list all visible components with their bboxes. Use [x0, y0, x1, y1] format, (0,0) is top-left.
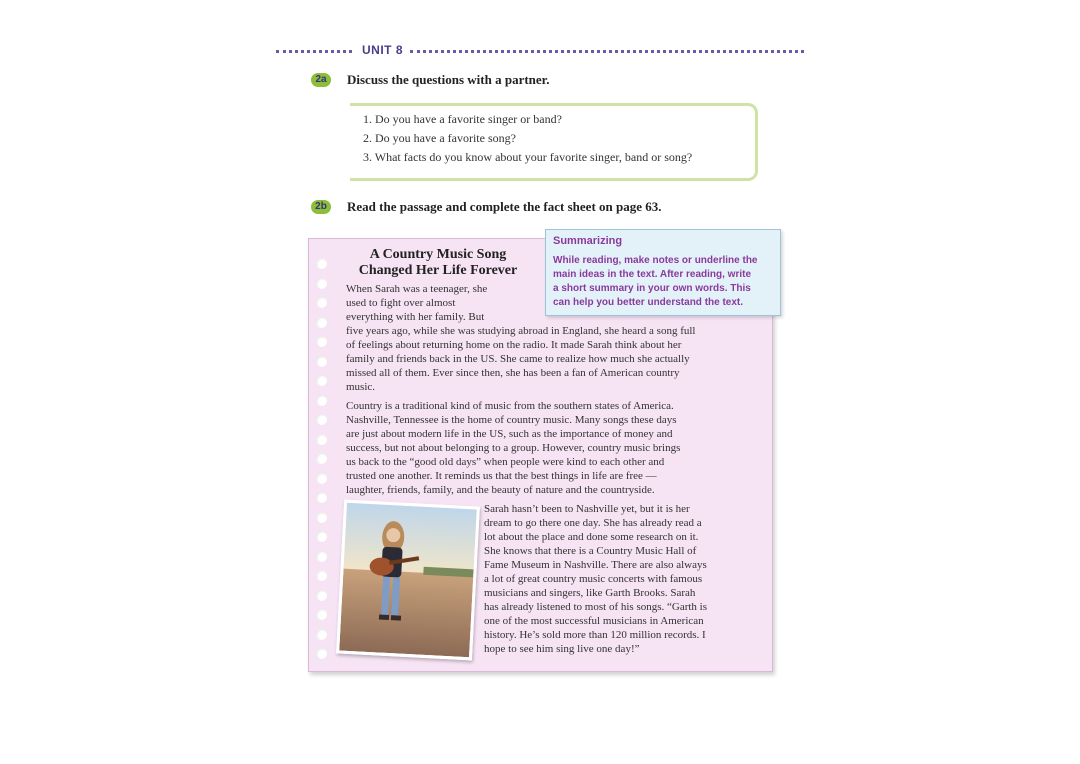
tip-line: While reading, make notes or underline the [553, 255, 758, 266]
binder-hole [316, 609, 327, 620]
article-title [338, 247, 538, 279]
binder-hole [316, 629, 327, 640]
article-title-line: Changed Her Life Forever [358, 263, 518, 278]
tip-line: main ideas in the text. After reading, write [553, 269, 752, 280]
article-paragraph-2 [346, 399, 680, 497]
paragraph-line: hope to see him sing live one day!” [484, 643, 640, 655]
binder-hole [316, 512, 327, 523]
paragraph-line: dream to go there one day. She has already read a [484, 517, 702, 529]
question-1: 1. Do you have a favorite singer or band? [363, 112, 562, 126]
paragraph-line: five years ago, while she was studying abroad in England, she heard a song full [346, 325, 696, 337]
binder-hole [316, 375, 327, 386]
paragraph-line: of feelings about returning home on the radio. It made Sarah think about her [346, 339, 682, 351]
paragraph-line: us back to the “good old days” when people were kind to each other and [346, 456, 665, 468]
unit-header-dots-right [410, 50, 804, 56]
unit-title: UNIT 8 [362, 43, 404, 57]
paragraph-line: has already listened to most of his songs. “Garth is [484, 601, 708, 613]
paragraph-line: laughter, friends, family, and the beauty of nature and the countryside. [346, 484, 655, 496]
binder-hole [316, 414, 327, 425]
paragraph-line: trusted one another. It reminds us that the best things in life are free — [346, 470, 657, 482]
paragraph-line: success, but not about belonging to a group. However, country music brings [346, 442, 681, 454]
binder-hole [316, 648, 327, 659]
paragraph-line: are just about modern life in the US, such as the importance of money and [346, 428, 673, 440]
binder-hole [316, 278, 327, 289]
binder-hole [316, 551, 327, 562]
exercise-badge-2a: 2a [311, 73, 331, 87]
binder-hole [316, 434, 327, 445]
tip-title: Summarizing [553, 235, 623, 247]
binder-hole [316, 395, 327, 406]
binder-hole [316, 590, 327, 601]
paragraph-line: She knows that there is a Country Music Hall of [484, 545, 697, 557]
binder-hole [316, 531, 327, 542]
binder-hole [316, 317, 327, 328]
exercise-2a-instruction: Discuss the questions with a partner. [347, 72, 550, 87]
paragraph-line: lot about the place and done some research on it. [484, 531, 699, 543]
paragraph-line: Fame Museum in Nashville. There are also always [484, 559, 707, 571]
question-3: 3. What facts do you know about your favorite singer, band or song? [363, 150, 693, 164]
exercise-2b-instruction: Read the passage and complete the fact sheet on page 63. [347, 199, 662, 214]
paragraph-line: When Sarah was a teenager, she [346, 283, 488, 295]
question-2: 2. Do you have a favorite song? [363, 131, 516, 145]
paragraph-line: history. He’s sold more than 120 million records. I [484, 629, 706, 641]
paragraph-line: music. [346, 381, 376, 393]
paragraph-line: family and friends back in the US. She came to realize how much she actually [346, 353, 690, 365]
guitarist-photo-illustration [339, 503, 477, 658]
paragraph-line: Sarah hasn’t been to Nashville yet, but it is her [484, 503, 690, 515]
article-title-line: A Country Music Song [369, 247, 507, 262]
guitarist-photo [336, 500, 480, 661]
article-paragraph-1 [346, 282, 695, 394]
exercise-badge-2b: 2b [311, 200, 331, 214]
binder-hole [316, 473, 327, 484]
paragraph-line: Nashville, Tennessee is the home of country music. Many songs these days [346, 414, 677, 426]
binder-hole [316, 453, 327, 464]
article-paragraph-3 [484, 502, 707, 656]
binder-hole [316, 258, 327, 269]
binder-hole [316, 356, 327, 367]
paragraph-line: missed all of them. Ever since then, she has been a fan of American country [346, 367, 680, 379]
binder-hole [316, 336, 327, 347]
paragraph-line: a lot of great country music concerts with famous [484, 573, 703, 585]
binder-hole [316, 297, 327, 308]
paragraph-line: Country is a traditional kind of music from the southern states of America. [346, 400, 674, 412]
paragraph-line: one of the most successful musicians in American [484, 615, 704, 627]
unit-header-dots-left [276, 50, 352, 56]
binder-hole [316, 492, 327, 503]
paragraph-line: musicians and singers, like Garth Brooks. Sarah [484, 587, 696, 599]
tip-line: a short summary in your own words. This [553, 283, 751, 294]
paragraph-line: everything with her family. But [346, 311, 485, 323]
paragraph-line: used to fight over almost [346, 297, 456, 309]
binder-hole [316, 570, 327, 581]
tip-line: can help you better understand the text. [553, 297, 744, 308]
